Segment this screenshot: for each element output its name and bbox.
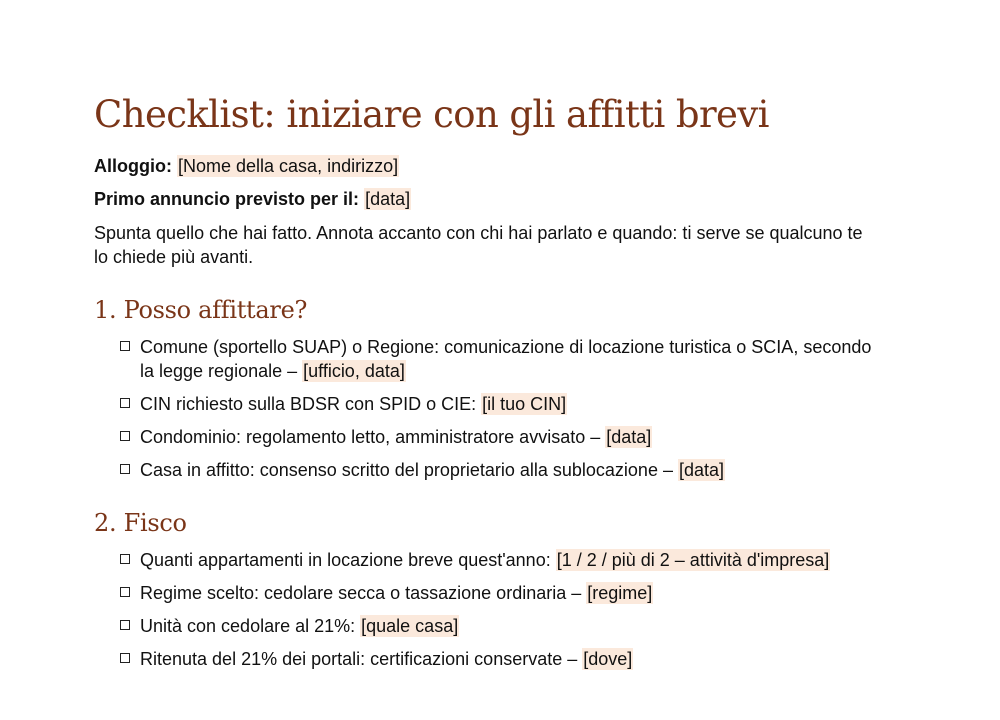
checkbox[interactable] [120,554,130,564]
intro-paragraph: Spunta quello che hai fatto. Annota accanto con chi hai parlato e quando: ti serve se qualcuno te lo chiede più avanti. [94,222,863,267]
item-text: Condominio: regolamento letto, amministratore avvisato – [140,426,606,447]
section-title-fisco: 2. Fisco [94,508,187,537]
item-text: Ritenuta del 21% dei portali: certificazioni conservate – [140,648,583,669]
item-text: Regime scelto: cedolare secca o tassazione ordinaria – [140,582,587,603]
item-field[interactable]: [quale casa] [361,615,459,636]
checklist-item [120,647,880,671]
item-field[interactable]: [regime] [587,582,653,603]
property-field[interactable]: [Nome della casa, indirizzo] [178,155,399,176]
checklist-section-1 [94,335,894,482]
checkbox[interactable] [120,620,130,630]
document-title: Checklist: iniziare con gli affitti brevi [94,93,769,136]
document-page [94,94,894,680]
checklist-item [120,425,880,449]
first-listing-line [94,188,894,210]
item-text: Quanti appartamenti in locazione breve quest'anno: [140,549,556,570]
item-field[interactable]: [data] [606,426,652,447]
property-line [94,155,894,177]
checklist-item [120,581,880,605]
checkbox[interactable] [120,587,130,597]
checkbox[interactable] [120,653,130,663]
item-field[interactable]: [data] [678,459,725,480]
item-text: Unità con cedolare al 21%: [140,615,361,636]
checkbox[interactable] [120,398,130,408]
checklist-item [120,614,880,638]
first-listing-label: Primo annuncio previsto per il: [94,188,360,209]
checklist-section-2 [94,548,894,671]
checklist-item [120,458,880,482]
checkbox[interactable] [120,341,130,351]
item-field[interactable]: [il tuo CIN] [482,393,567,414]
property-label: Alloggio: [94,155,172,176]
item-field[interactable]: [dove] [583,648,633,669]
section-title-posso-affittare: 1. Posso affittare? [94,295,308,324]
item-field[interactable]: [1 / 2 / più di 2 – attività d'impresa] [556,549,830,570]
item-text: CIN richiesto sulla BDSR con SPID o CIE: [140,393,482,414]
item-text: Casa in affitto: consenso scritto del proprietario alla sublocazione – [140,459,678,480]
checkbox[interactable] [120,431,130,441]
checklist-item [120,392,880,416]
item-text: Comune (sportello SUAP) o Regione: comunicazione di locazione turistica o SCIA, secondo la legge regionale – [140,336,872,381]
checklist-item [120,548,880,572]
item-field[interactable]: [ufficio, data] [303,360,405,381]
checkbox[interactable] [120,464,130,474]
first-listing-date-field[interactable]: [data] [365,188,411,209]
checklist-item [120,335,880,383]
